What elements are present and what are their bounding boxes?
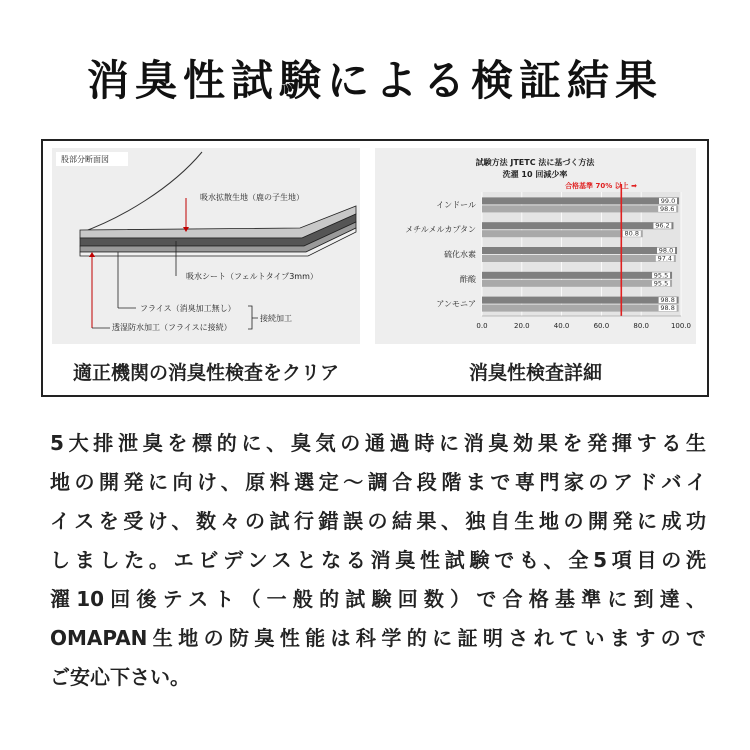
- chart-box: [375, 148, 696, 344]
- bar-value-label: 96.2: [655, 221, 670, 230]
- diagram-caption: 適正機関の消臭性検査をクリア: [72, 362, 339, 384]
- bar-value-label: 98.0: [658, 246, 674, 255]
- bottom-layer-label: 透湿防水加工（フライスに接続）: [112, 323, 232, 332]
- x-tick-label: 100.0: [670, 322, 692, 330]
- bar-value-label: 99.0: [660, 196, 676, 205]
- bar-value-label: 95.5: [653, 279, 669, 288]
- deodorization-chart: [375, 148, 696, 344]
- category-label: インドール: [436, 200, 476, 210]
- bar-series-1: [482, 247, 677, 254]
- category-label: 硫化水素: [444, 250, 476, 259]
- bar-series-2: [482, 280, 672, 287]
- cross-section-svg: [52, 148, 360, 344]
- reference-label: 合格基準 70% 以上 ➡: [565, 182, 637, 190]
- bar-series-2: [482, 305, 679, 312]
- description-line: 濯10回後テスト（一般的試験回数）で合格基準に到達、: [50, 587, 706, 611]
- bar-value-label: 80.8: [624, 229, 640, 238]
- x-tick-label: 60.0: [593, 322, 610, 330]
- bonding-label: 接続加工: [260, 314, 292, 323]
- category-label: アンモニア: [436, 299, 476, 309]
- chart-title: 試験方法 JTETC 法に基づく方法: [475, 158, 595, 167]
- x-tick-label: 40.0: [553, 322, 570, 330]
- bar-series-1: [482, 197, 679, 204]
- frise-label: フライス（消臭加工無し）: [140, 304, 236, 313]
- bar-value-label: 97.4: [657, 254, 673, 263]
- bar-series-1: [482, 297, 679, 304]
- description-line: 地の開発に向け、原料選定〜調合段階まで専門家のアドバイ: [50, 470, 706, 494]
- cross-section-diagram: [52, 148, 360, 344]
- description-line: イスを受け、数々の試行錯誤の結果、独自生地の開発に成功: [50, 509, 706, 533]
- page-title: 消臭性試験による検証結果: [86, 56, 663, 105]
- bar-series-2: [482, 205, 678, 212]
- description-line: OMAPAN生地の防臭性能は科学的に証明されていますので: [50, 626, 706, 650]
- description-line: しました。エビデンスとなる消臭性試験でも、全5項目の洗: [50, 548, 706, 572]
- bar-value-label: 95.5: [653, 271, 669, 280]
- x-tick-label: 20.0: [514, 322, 530, 330]
- x-tick-label: 80.0: [633, 322, 649, 330]
- bar-series-1: [482, 222, 673, 229]
- middle-layer-label: 吸水シート（フェルトタイプ3mm）: [186, 272, 318, 281]
- description-paragraph: [50, 424, 706, 697]
- description-line: 5大排泄臭を標的に、臭気の通過時に消臭効果を発揮する生: [50, 431, 706, 455]
- chart-subtitle: 洗濯 10 回減少率: [502, 170, 568, 179]
- bar-value-label: 98.6: [659, 204, 675, 213]
- bar-value-label: 98.8: [660, 304, 675, 313]
- diagram-heading: 股部分断面図: [61, 155, 109, 164]
- bar-value-label: 98.8: [660, 296, 675, 305]
- description-line: ご安心下さい。: [50, 665, 190, 689]
- bar-series-2: [482, 255, 676, 262]
- category-label: メチルメルカプタン: [405, 225, 476, 235]
- chart-caption: 消臭性検査詳細: [468, 362, 602, 384]
- bar-series-2: [482, 230, 643, 237]
- x-tick-label: 0.0: [476, 322, 488, 330]
- bar-series-1: [482, 272, 672, 279]
- bonding-bracket: [248, 306, 258, 329]
- top-layer-label: 吸水拡散生地（鹿の子生地）: [200, 193, 304, 202]
- category-label: 酢酸: [460, 274, 476, 284]
